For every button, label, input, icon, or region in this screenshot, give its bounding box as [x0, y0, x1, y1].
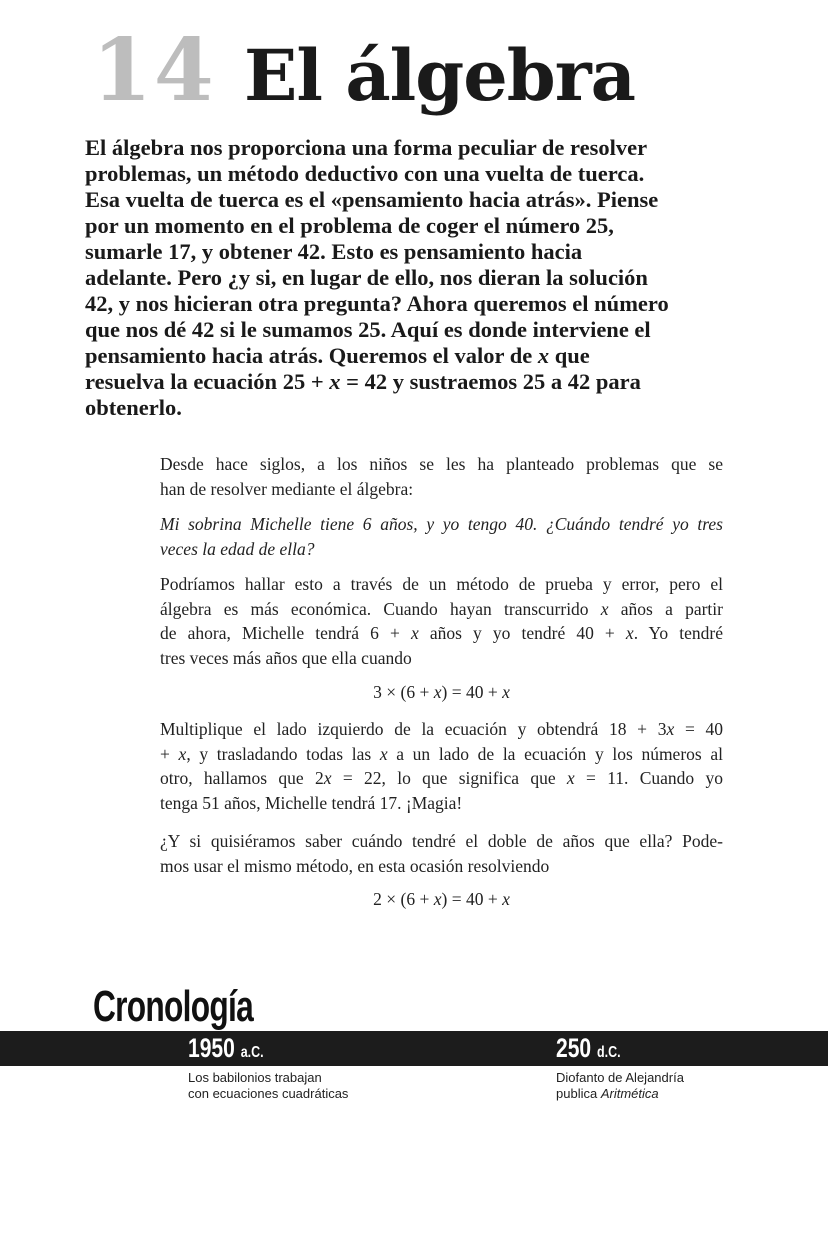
- text-line: [160, 621, 723, 646]
- text-segment: ¿Y si quisiéramos saber cuándo tendré el doble de años que ella? Pode-: [160, 831, 723, 851]
- text-segment: +: [160, 743, 179, 764]
- timeline-year: 1950: [188, 1033, 235, 1063]
- text-segment: x: [433, 682, 442, 702]
- text-segment: . Yo tendré: [633, 623, 724, 643]
- text-segment: 42, y nos hicieran otra pregunta? Ahora queremos el número: [85, 291, 669, 316]
- text-segment: , y trasladando todas las: [186, 743, 380, 764]
- text-segment: 3 × (6 +: [373, 682, 434, 702]
- equation: [160, 887, 723, 912]
- paragraph: [160, 829, 723, 878]
- text-line: [85, 239, 735, 265]
- text-segment: de ahora, Michelle tendrá 6 +: [160, 623, 411, 643]
- text-segment: problemas, un método deductivo con una vuelta de tuerca.: [85, 161, 645, 186]
- text-segment: x: [410, 623, 419, 643]
- text-segment: x: [178, 743, 187, 764]
- text-segment: Podríamos hallar esto a través de un método de prueba y error, pero el: [160, 574, 723, 594]
- timeline-year: 250: [556, 1033, 592, 1063]
- timeline-heading: Cronología: [93, 982, 253, 1031]
- text-line: [160, 477, 723, 502]
- text-line: [160, 680, 723, 705]
- timeline-desc-line: Los babilonios trabajan: [188, 1070, 322, 1085]
- text-line: [160, 887, 723, 912]
- timeline-desc-line: con ecuaciones cuadráticas: [188, 1086, 349, 1101]
- text-segment: otro, hallamos que 2: [160, 768, 324, 788]
- text-segment: años y yo tendré 40 +: [418, 623, 626, 643]
- text-segment: Desde hace siglos, a los niños se les ha planteado problemas que se: [160, 454, 723, 474]
- text-segment: = 42 y sustraemos 25 a 42 para: [340, 369, 641, 394]
- text-segment: x: [537, 343, 550, 368]
- text-segment: años a partir: [608, 598, 723, 619]
- text-segment: x: [329, 369, 341, 394]
- paragraph: [160, 512, 723, 561]
- text-line: [85, 317, 735, 343]
- text-segment: obtenerlo.: [85, 395, 182, 420]
- text-segment: 2 × (6 +: [373, 889, 434, 909]
- timeline-bar: [0, 1031, 828, 1066]
- text-line: [160, 854, 723, 879]
- text-line: [85, 161, 735, 187]
- text-line: [160, 537, 723, 562]
- text-line: [85, 343, 735, 369]
- text-segment: = 11. Cuando yo: [574, 768, 723, 788]
- text-line: [85, 291, 735, 317]
- text-segment: que: [549, 343, 590, 368]
- timeline-date-2: [556, 1033, 621, 1064]
- text-line: [160, 452, 723, 477]
- text-line: [160, 766, 723, 791]
- text-segment: tres veces más años que ella cuando: [160, 647, 412, 668]
- paragraph: [160, 452, 723, 501]
- text-line: [160, 572, 723, 597]
- text-segment: x: [379, 743, 388, 764]
- timeline-desc-line: [556, 1086, 684, 1102]
- text-segment: x: [566, 768, 575, 788]
- text-line: [85, 135, 735, 161]
- book-title: Aritmética: [600, 1086, 659, 1101]
- text-line: [85, 213, 735, 239]
- timeline-date-1: [188, 1033, 264, 1064]
- paragraph: [160, 572, 723, 670]
- timeline-desc-1: [188, 1070, 348, 1102]
- text-line: [85, 187, 735, 213]
- text-segment: x: [323, 768, 332, 788]
- text-segment: resuelva la ecuación 25 +: [85, 369, 330, 394]
- text-line: [85, 265, 735, 291]
- text-line: [160, 742, 723, 767]
- text-segment: adelante. Pero ¿y si, en lugar de ello, nos dieran la solución: [85, 265, 648, 290]
- text-segment: = 40: [674, 719, 723, 739]
- timeline-era: a.C.: [240, 1044, 264, 1061]
- text-line: [160, 597, 723, 622]
- text-segment: han de resolver mediante el álgebra:: [160, 478, 414, 499]
- text-segment: Multiplique el lado izquierdo de la ecuación y obtendrá 18 + 3: [160, 719, 667, 739]
- text-segment: x: [502, 682, 510, 702]
- chapter-title: El álgebra: [244, 34, 635, 117]
- text-line: [160, 829, 723, 854]
- timeline-desc-line: Diofanto de Alejandría: [556, 1070, 684, 1085]
- text-line: [160, 646, 723, 671]
- text-segment: tenga 51 años, Michelle tendrá 17. ¡Magia!: [160, 792, 463, 813]
- text-segment: x: [433, 889, 442, 909]
- text-line: [160, 512, 723, 537]
- text-segment: El álgebra nos proporciona una forma peculiar de resolver: [85, 135, 648, 160]
- equation: [160, 680, 723, 705]
- text-line: [85, 395, 735, 421]
- paragraph: [160, 717, 723, 815]
- text-segment: a un lado de la ecuación y los números al: [387, 743, 724, 764]
- desc-text: publica: [556, 1086, 601, 1101]
- text-segment: x: [600, 598, 609, 619]
- text-line: [160, 717, 723, 742]
- text-line: [85, 369, 735, 395]
- chapter-number: 14: [92, 20, 216, 121]
- text-segment: sumarle 17, y obtener 42. Esto es pensamiento hacia: [85, 239, 583, 264]
- text-segment: ) = 40 +: [441, 889, 503, 909]
- text-segment: Mi sobrina Michelle tiene 6 años, y yo tengo 40. ¿Cuándo tendré yo tres: [160, 514, 723, 534]
- text-segment: = 22, lo que significa que: [331, 768, 567, 788]
- text-segment: veces la edad de ella?: [160, 538, 315, 559]
- text-segment: Esa vuelta de tuerca es el «pensamiento hacia atrás». Piense: [85, 187, 659, 212]
- timeline-desc-2: [556, 1070, 684, 1102]
- text-line: [160, 791, 723, 816]
- text-segment: x: [666, 719, 675, 739]
- text-segment: pensamiento hacia atrás. Queremos el valor de: [85, 343, 538, 368]
- text-segment: mos usar el mismo método, en esta ocasión resolviendo: [160, 855, 550, 876]
- text-segment: que nos dé 42 si le sumamos 25. Aquí es donde interviene el: [85, 317, 651, 342]
- text-segment: x: [625, 623, 634, 643]
- intro-paragraph: [85, 135, 735, 421]
- text-segment: álgebra es más económica. Cuando hayan transcurrido: [160, 598, 601, 619]
- text-segment: ) = 40 +: [441, 682, 503, 702]
- text-segment: por un momento en el problema de coger el número 25,: [85, 213, 614, 238]
- text-segment: x: [502, 889, 510, 909]
- timeline-era: d.C.: [597, 1044, 621, 1061]
